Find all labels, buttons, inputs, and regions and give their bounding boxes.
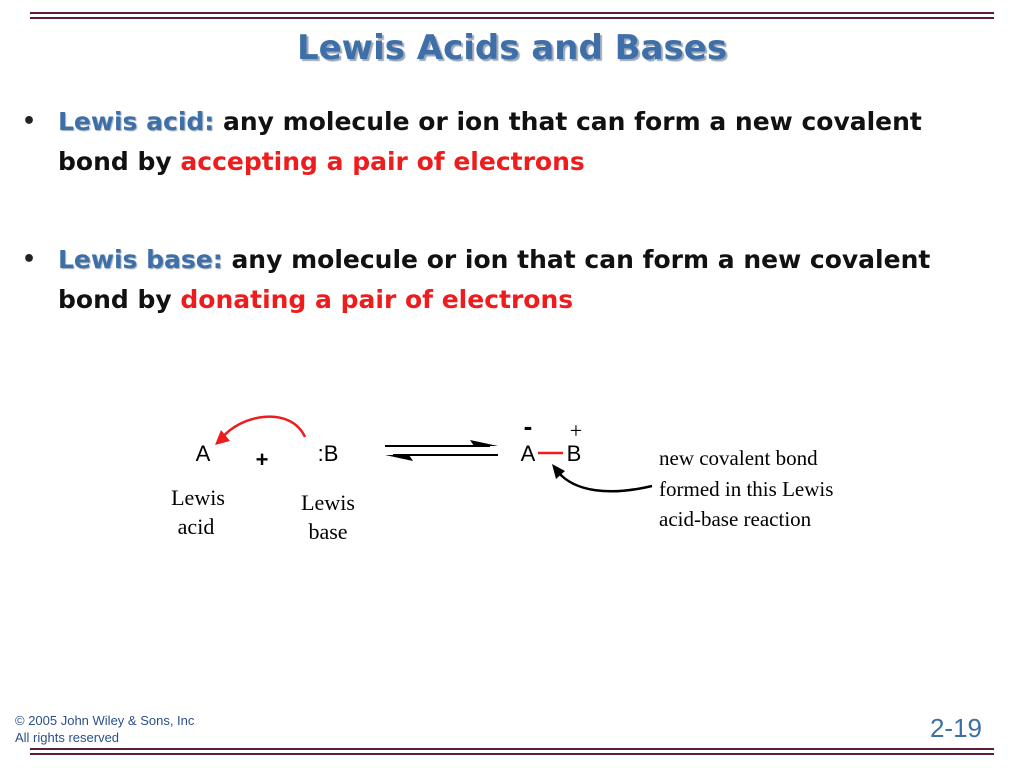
note-line3: acid-base reaction bbox=[659, 507, 812, 531]
bottom-rule-2 bbox=[30, 753, 994, 755]
rights-text: All rights reserved bbox=[15, 730, 120, 745]
term-lewis-base: Lewis base: bbox=[58, 245, 223, 274]
bullet-dot: • bbox=[22, 109, 37, 134]
product-b: B bbox=[566, 441, 582, 466]
bottom-rule bbox=[30, 748, 994, 750]
bond-pointer-arrow bbox=[558, 472, 652, 491]
term-lewis-acid: Lewis acid: bbox=[58, 107, 215, 136]
plus-sign: + bbox=[255, 447, 269, 472]
label-lewis-acid-line2: acid bbox=[177, 514, 215, 539]
note-line2: formed in this Lewis bbox=[659, 477, 834, 501]
bullet-dot: • bbox=[22, 247, 37, 272]
definition-text: any molecule or ion that can form a new covalent bond by bbox=[58, 245, 931, 314]
electron-arrow bbox=[222, 417, 305, 438]
definition-text: any molecule or ion that can form a new covalent bond by bbox=[58, 107, 922, 176]
formal-charge-plus: + bbox=[569, 418, 583, 443]
label-lewis-base-line2: base bbox=[308, 519, 348, 544]
note-line1: new covalent bond bbox=[659, 446, 818, 470]
product-a: A bbox=[520, 441, 536, 466]
definition-highlight: accepting a pair of electrons bbox=[180, 147, 585, 176]
reverse-arrow-head bbox=[385, 455, 413, 461]
reactant-b: :B bbox=[317, 441, 339, 466]
reactant-a: A bbox=[195, 441, 211, 466]
label-lewis-base-line1: Lewis bbox=[301, 490, 355, 515]
page-title: Lewis Acids and Bases bbox=[296, 28, 728, 68]
page-number: 2-19 bbox=[929, 713, 982, 743]
label-lewis-acid-line1: Lewis bbox=[171, 485, 225, 510]
definition-highlight: donating a pair of electrons bbox=[180, 285, 574, 314]
copyright-text: © 2005 John Wiley & Sons, Inc bbox=[15, 713, 195, 728]
formal-charge-minus: - bbox=[523, 411, 533, 441]
forward-arrow-head bbox=[470, 440, 498, 446]
